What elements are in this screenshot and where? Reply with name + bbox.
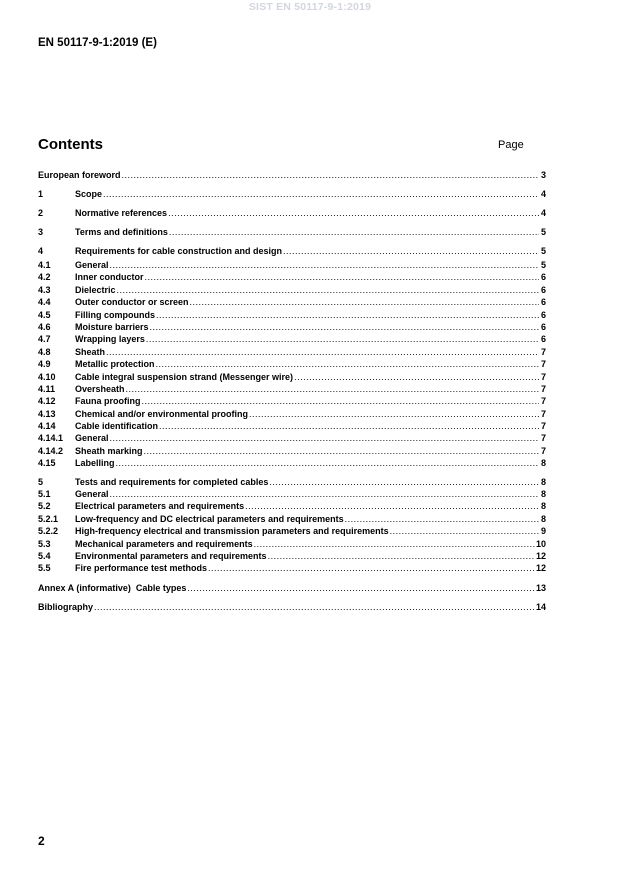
toc-entry-title: General [75, 260, 109, 270]
toc-entry-title: Environmental parameters and requirements [75, 550, 267, 561]
dot-leader [390, 525, 539, 537]
toc-entry-number: 4.5 [38, 309, 51, 320]
toc-entry-page: 7 [540, 408, 546, 419]
dot-leader [245, 500, 539, 512]
toc-entry-bibliography[interactable] [38, 600, 546, 615]
dot-leader [94, 600, 535, 615]
toc-entry-title: General [75, 489, 109, 500]
toc-entry-4-14-2[interactable] [38, 445, 546, 457]
watermark: SIST EN 50117-9-1:2019 [248, 1, 372, 13]
page-number: 2 [38, 834, 45, 848]
toc-entry-5-1[interactable] [38, 488, 546, 500]
toc-entry-5-2[interactable] [38, 500, 546, 512]
dot-leader [146, 333, 539, 345]
toc-entry-page: 7 [540, 433, 546, 444]
toc-entry-title: Fauna proofing [75, 396, 141, 407]
toc-entry-section-4[interactable] [38, 244, 546, 259]
toc-entry-scope[interactable] [38, 187, 546, 202]
toc-entry-title: Requirements for cable construction and design [75, 246, 283, 256]
dot-leader [294, 371, 539, 383]
toc-entry-page: 4 [540, 189, 546, 199]
toc-entry-number: 4.8 [38, 346, 51, 357]
dot-leader [187, 581, 535, 596]
table-of-contents [38, 168, 546, 615]
dot-leader [156, 309, 539, 321]
toc-entry-4-3[interactable] [38, 284, 546, 296]
dot-leader [268, 550, 535, 562]
dot-leader [116, 457, 539, 469]
toc-entry-4-8[interactable] [38, 346, 546, 358]
toc-entry-title: Moisture barriers [75, 321, 149, 332]
toc-entry-title: Fire performance test methods [75, 563, 208, 574]
toc-entry-title: Bibliography [38, 601, 94, 612]
toc-entry-title: Wrapping layers [75, 334, 145, 345]
dot-leader [283, 244, 539, 259]
toc-entry-number: 4.3 [38, 284, 51, 295]
toc-entry-number: 4.9 [38, 359, 51, 370]
toc-entry-title: Sheath [75, 346, 106, 357]
toc-entry-page: 10 [535, 538, 546, 549]
toc-entry-number: 4.4 [38, 297, 51, 308]
toc-entry-5-4[interactable] [38, 550, 546, 562]
toc-entry-number: 3 [38, 227, 44, 237]
toc-entry-4-4[interactable] [38, 296, 546, 308]
toc-entry-4-14[interactable] [38, 420, 546, 432]
toc-entry-page: 7 [540, 359, 546, 370]
toc-entry-number: 4.12 [38, 396, 56, 407]
toc-entry-page: 8 [540, 489, 546, 500]
toc-entry-number: 5.3 [38, 538, 51, 549]
toc-entry-page: 14 [535, 601, 546, 612]
toc-entry-number: 5.1 [38, 489, 51, 500]
toc-entry-page: 3 [540, 170, 546, 180]
toc-entry-title: Low-frequency and DC electrical parameters and requirements [75, 513, 344, 524]
toc-entry-number: 4.14.1 [38, 433, 64, 444]
toc-entry-title: Inner conductor [75, 272, 144, 283]
toc-entry-title: Labelling [75, 458, 115, 469]
toc-entry-number: 4.14 [38, 421, 56, 432]
toc-entry-page: 6 [540, 334, 546, 345]
toc-entry-title: Annex A (informative) Cable types [38, 582, 187, 593]
toc-entry-number: 4.14.2 [38, 445, 64, 456]
toc-entry-section-5[interactable] [38, 476, 546, 488]
toc-entry-title: Metallic protection [75, 359, 155, 370]
dot-leader [142, 395, 540, 407]
toc-entry-number: 5.2.1 [38, 513, 59, 524]
dot-leader [190, 296, 539, 308]
toc-entry-5-5[interactable] [38, 562, 546, 574]
toc-entry-page: 8 [540, 501, 546, 512]
dot-leader [249, 408, 539, 420]
dot-leader [110, 432, 539, 444]
toc-entry-title: Outer conductor or screen [75, 297, 189, 308]
toc-entry-number: 5.2 [38, 501, 51, 512]
toc-entry-normative-references[interactable] [38, 206, 546, 221]
dot-leader [345, 513, 539, 525]
contents-title: Contents [38, 136, 103, 153]
dot-leader [168, 206, 539, 221]
toc-entry-page: 7 [540, 421, 546, 432]
toc-entry-title: General [75, 433, 109, 444]
toc-entry-number: 4.13 [38, 408, 56, 419]
dot-leader [126, 383, 539, 395]
dot-leader [150, 321, 539, 333]
toc-entry-5-3[interactable] [38, 538, 546, 550]
toc-entry-number: 5.5 [38, 563, 51, 574]
toc-entry-page: 7 [540, 396, 546, 407]
toc-entry-4-9[interactable] [38, 358, 546, 370]
dot-leader [103, 187, 539, 202]
toc-entry-terms-and-definitions[interactable] [38, 225, 546, 240]
toc-entry-number: 4.15 [38, 458, 56, 469]
toc-entry-4-5[interactable] [38, 309, 546, 321]
toc-entry-european-foreword[interactable] [38, 168, 546, 183]
toc-entry-title: Cable integral suspension strand (Messenger wire) [75, 371, 294, 382]
toc-entry-number: 5.2.2 [38, 526, 59, 537]
toc-entry-number: 4.10 [38, 371, 56, 382]
toc-entry-title: Tests and requirements for completed cables [75, 476, 269, 487]
dot-leader [106, 346, 539, 358]
toc-entry-page: 6 [540, 309, 546, 320]
toc-entry-title: High-frequency electrical and transmission parameters and requirements [75, 526, 389, 537]
toc-entry-page: 6 [540, 297, 546, 308]
toc-entry-4-6[interactable] [38, 321, 546, 333]
dot-leader [156, 358, 539, 370]
toc-entry-number: 2 [38, 208, 44, 218]
toc-entry-page: 7 [540, 445, 546, 456]
toc-entry-title: Chemical and/or environmental proofing [75, 408, 249, 419]
toc-entry-page: 6 [540, 272, 546, 283]
toc-entry-title: Terms and definitions [75, 227, 168, 237]
dot-leader [145, 271, 539, 283]
toc-entry-page: 6 [540, 284, 546, 295]
toc-entry-title: Oversheath [75, 383, 125, 394]
toc-entry-number: 5 [38, 476, 44, 487]
toc-entry-page: 6 [540, 321, 546, 332]
toc-entry-page: 7 [540, 371, 546, 382]
toc-entry-title: Sheath marking [75, 445, 143, 456]
toc-entry-annex-a[interactable] [38, 581, 546, 596]
toc-entry-title: Mechanical parameters and requirements [75, 538, 253, 549]
toc-entry-number: 4.6 [38, 321, 51, 332]
toc-entry-page: 8 [540, 476, 546, 487]
dot-leader [169, 225, 539, 240]
dot-leader [269, 476, 539, 488]
toc-entry-page: 8 [540, 458, 546, 469]
dot-leader [117, 284, 539, 296]
toc-entry-4-13[interactable] [38, 408, 546, 420]
toc-entry-title: Normative references [75, 208, 168, 218]
toc-entry-number: 4.1 [38, 260, 51, 270]
toc-entry-title: Cable identification [75, 421, 159, 432]
toc-entry-title: European foreword [38, 170, 121, 180]
toc-entry-page: 12 [535, 550, 546, 561]
dot-leader [159, 420, 539, 432]
toc-entry-page: 7 [540, 383, 546, 394]
toc-entry-title: Dielectric [75, 284, 116, 295]
dot-leader [122, 168, 539, 183]
toc-entry-number: 4.11 [38, 383, 56, 394]
toc-entry-page: 13 [535, 582, 546, 593]
toc-entry-page: 7 [540, 346, 546, 357]
page-column-label: Page [498, 139, 524, 151]
dot-leader [110, 259, 539, 271]
dot-leader [110, 488, 539, 500]
toc-entry-title: Filling compounds [75, 309, 155, 320]
toc-entry-title: Electrical parameters and requirements [75, 501, 245, 512]
toc-entry-page: 5 [540, 246, 546, 256]
dot-leader [144, 445, 539, 457]
toc-entry-page: 8 [540, 513, 546, 524]
toc-entry-4-7[interactable] [38, 333, 546, 345]
document-id: EN 50117-9-1:2019 (E) [38, 37, 157, 49]
toc-entry-number: 4 [38, 246, 44, 256]
toc-entry-5-2-2[interactable] [38, 525, 546, 537]
toc-entry-page: 4 [540, 208, 546, 218]
toc-entry-page: 9 [540, 526, 546, 537]
toc-entry-4-12[interactable] [38, 395, 546, 407]
toc-entry-5-2-1[interactable] [38, 513, 546, 525]
dot-leader [254, 538, 535, 550]
toc-entry-number: 4.2 [38, 272, 51, 283]
toc-entry-4-11[interactable] [38, 383, 546, 395]
toc-entry-number: 5.4 [38, 550, 51, 561]
toc-entry-4-14-1[interactable] [38, 432, 546, 444]
toc-entry-page: 5 [540, 260, 546, 270]
toc-entry-4-1[interactable] [38, 259, 546, 271]
toc-entry-4-15[interactable] [38, 457, 546, 469]
dot-leader [208, 562, 535, 574]
toc-entry-title: Scope [75, 189, 103, 199]
toc-entry-page: 5 [540, 227, 546, 237]
toc-entry-page: 12 [535, 563, 546, 574]
toc-entry-number: 1 [38, 189, 44, 199]
toc-entry-4-10[interactable] [38, 371, 546, 383]
toc-entry-number: 4.7 [38, 334, 51, 345]
toc-entry-4-2[interactable] [38, 271, 546, 283]
